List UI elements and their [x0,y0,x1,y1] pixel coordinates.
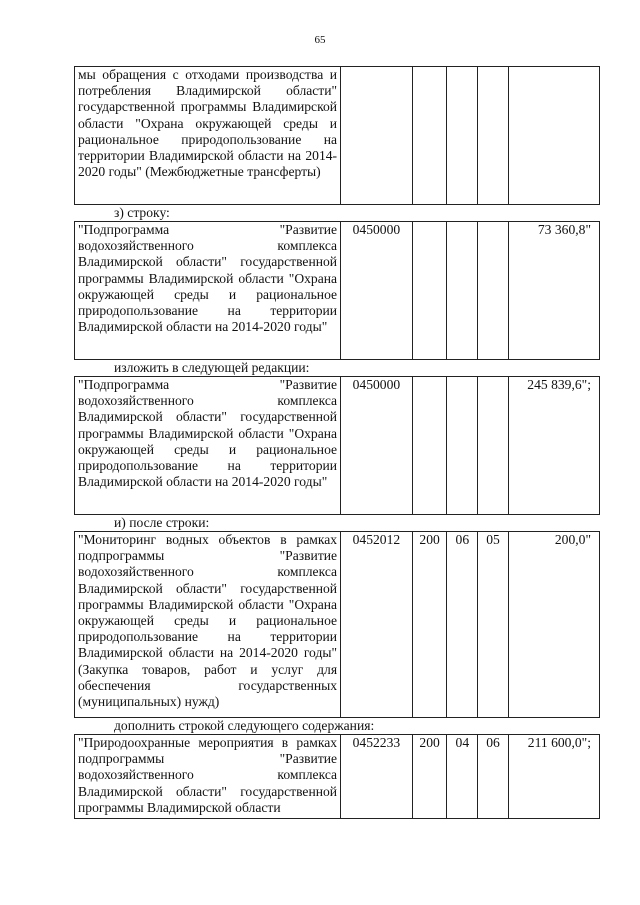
row-description: "Подпрограмма "Развитие водохозяйственного комплекса Владимирской области" государственной программы Владимирской области "Охрана окружающей среды и рациональное природопользование на территории Владимирской области на 2014-2020 годы" [75,377,341,515]
amendment-note: дополнить строкой следующего содержания: [114,718,375,733]
row-target-code: 0452012 [341,532,413,718]
row-amount: 200,0" [508,532,599,718]
row-expense-type [412,377,447,515]
table-row [75,377,600,515]
budget-table [74,531,600,718]
row-expense-type [412,222,447,360]
row-target-code: 0450000 [341,222,413,360]
row-expense-type: 200 [412,532,447,718]
row-amount: 245 839,6"; [508,377,599,515]
amendment-note: изложить в следующей редакции: [114,360,310,375]
row-section [447,222,478,360]
row-section [447,67,478,205]
page-number: 65 [314,34,326,46]
table-row [75,222,600,360]
table-row [75,735,600,819]
row-target-code: 0452233 [341,735,413,819]
row-subsection [478,377,509,515]
budget-table [74,221,600,360]
row-section: 06 [447,532,478,718]
row-amount: 73 360,8" [508,222,599,360]
amendment-note: з) строку: [114,205,170,220]
row-section [447,377,478,515]
row-subsection: 06 [478,735,509,819]
row-expense-type: 200 [412,735,447,819]
row-section: 04 [447,735,478,819]
row-subsection: 05 [478,532,509,718]
row-subsection [478,222,509,360]
table-row [75,532,600,718]
row-amount [508,67,599,205]
row-description: "Мониторинг водных объектов в рамках подпрограммы "Развитие водохозяйственного комплекса Владимирской области" государственной программы Владимирской области "Охрана окружающей среды и рациональное природопользование на территории Владимирской области на 2014-2020 годы" (Закупка товаров, работ и услуг для обеспечения государственных (муниципальных) нужд) [75,532,341,718]
row-description: мы обращения с отходами производства и потребления Владимирской области" государственной программы Владимирской области "Охрана окружающей среды и рациональное природопользование на территории Владимирской области на 2014-2020 годы" (Межбюджетные трансферты) [75,67,341,205]
row-amount: 211 600,0"; [508,735,599,819]
table-row [75,67,600,205]
row-subsection [478,67,509,205]
amendment-note: и) после строки: [114,515,210,530]
row-target-code: 0450000 [341,377,413,515]
row-description: "Подпрограмма "Развитие водохозяйственного комплекса Владимирской области" государственной программы Владимирской области "Охрана окружающей среды и рациональное природопользование на территории Владимирской области на 2014-2020 годы" [75,222,341,360]
row-description: "Природоохранные мероприятия в рамках подпрограммы "Развитие водохозяйственного комплекса Владимирской области" государственной программы Владимирской области [75,735,341,819]
budget-table [74,66,600,205]
budget-table [74,734,600,819]
row-target-code [341,67,413,205]
row-expense-type [412,67,447,205]
document-body [74,66,600,819]
budget-table [74,376,600,515]
